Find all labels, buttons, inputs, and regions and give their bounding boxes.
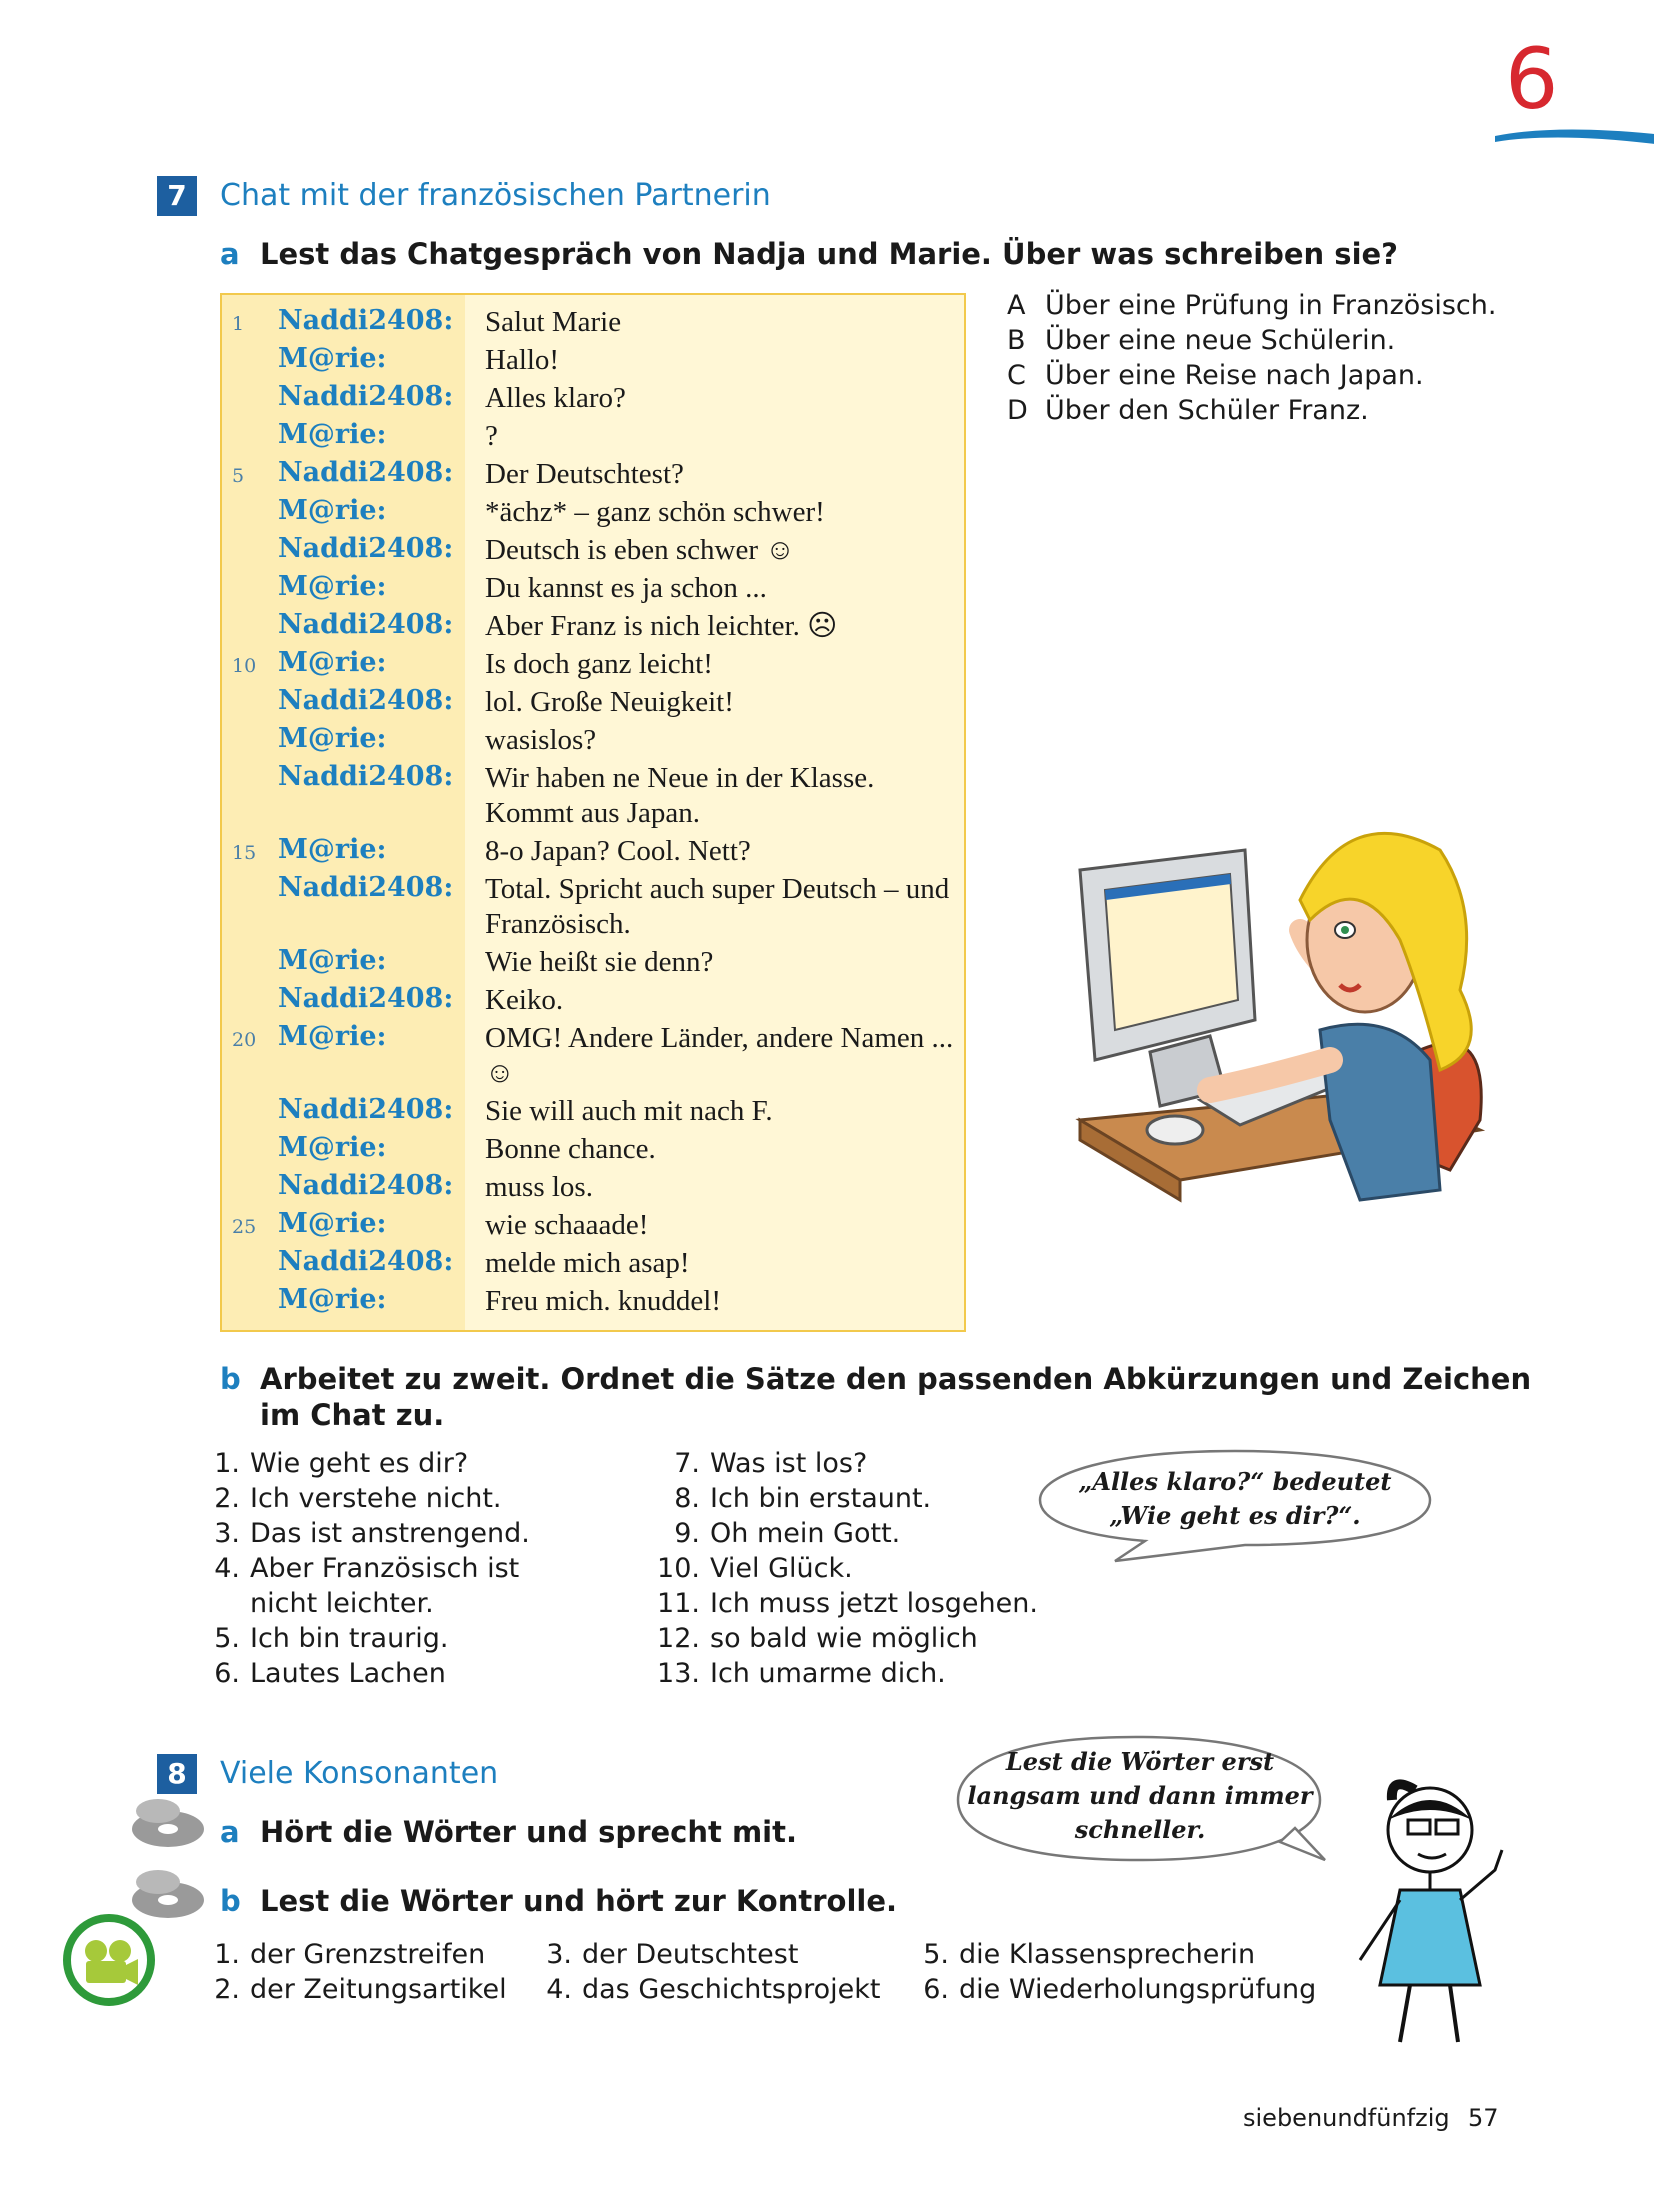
sentence-list-left	[208, 1446, 530, 1691]
list-item: 1. der Grenzstreifen	[214, 1939, 486, 1970]
list-item: 7. Was ist los?	[674, 1448, 868, 1479]
list-item: 2. Ich verstehe nicht.	[214, 1483, 502, 1514]
list-item: 11. Ich muss jetzt losgehen.	[657, 1588, 1038, 1619]
list-item: 3. Das ist anstrengend.	[214, 1518, 530, 1549]
chat-message: melde mich asap!	[485, 1247, 690, 1279]
line-number: 20	[232, 1029, 257, 1051]
chat-line	[222, 1132, 962, 1170]
chat-line	[222, 1284, 962, 1322]
chat-line	[222, 685, 962, 723]
part-letter-8a: a	[220, 1815, 240, 1849]
exercise-title-8: Viele Konsonanten	[220, 1756, 499, 1791]
instruction-8a: Hört die Wörter und sprecht mit.	[260, 1815, 797, 1849]
chat-line	[222, 1021, 962, 1089]
chat-nickname: M@rie:	[278, 1284, 387, 1315]
chat-nickname: M@rie:	[278, 834, 387, 865]
list-item: 9. Oh mein Gott.	[674, 1518, 901, 1549]
list-item: 5. die Klassensprecherin	[923, 1939, 1256, 1970]
chat-message: *ächz* – ganz schön schwer!	[485, 496, 825, 528]
chat-line	[222, 945, 962, 983]
list-item: 2. der Zeitungsartikel	[214, 1974, 507, 2005]
line-number: 15	[232, 842, 257, 864]
list-item: 5. Ich bin traurig.	[214, 1623, 449, 1654]
chat-nickname: M@rie:	[278, 1208, 387, 1239]
chat-nickname: M@rie:	[278, 1132, 387, 1163]
chat-nickname: Naddi2408:	[278, 305, 454, 336]
chat-nickname: M@rie:	[278, 343, 387, 374]
instruction-7b-line1: Arbeitet zu zweit. Ordnet die Sätze den passenden Abkürzungen und Zeichen	[260, 1362, 1532, 1396]
chat-line	[222, 983, 962, 1021]
chat-nickname: Naddi2408:	[278, 872, 454, 903]
chat-nickname: Naddi2408:	[278, 609, 454, 640]
chat-nickname: M@rie:	[278, 419, 387, 450]
girl-with-glasses-illustration	[1320, 1770, 1520, 2050]
chat-line	[222, 343, 962, 381]
chat-message: Der Deutschtest?	[485, 458, 684, 490]
instruction-8b: Lest die Wörter und hört zur Kontrolle.	[260, 1884, 898, 1918]
part-letter-8b: b	[220, 1884, 241, 1918]
word-list-col3	[917, 1937, 1316, 2007]
chapter-underline	[1495, 118, 1654, 148]
chat-message: Deutsch is eben schwer ☺	[485, 534, 795, 566]
line-number: 1	[232, 313, 245, 335]
list-item: 3. der Deutschtest	[546, 1939, 799, 1970]
bubble-8-line1: Lest die Wörter erst	[1005, 1747, 1275, 1776]
chat-message: Total. Spricht auch super Deutsch – und Französisch.	[485, 873, 950, 940]
chat-message: Is doch ganz leicht!	[485, 648, 713, 680]
chat-message: Freu mich. knuddel!	[485, 1285, 721, 1317]
chat-line	[222, 609, 962, 647]
option-d: D Über den Schüler Franz.	[1007, 395, 1369, 426]
chat-message: Sie will auch mit nach F.	[485, 1095, 773, 1127]
chat-message: Keiko.	[485, 984, 564, 1016]
option-c: C Über eine Reise nach Japan.	[1007, 360, 1424, 391]
option-b: B Über eine neue Schülerin.	[1007, 325, 1396, 356]
chat-nickname: M@rie:	[278, 1021, 387, 1052]
sentence-list-right	[650, 1446, 1038, 1691]
chat-message: wasislos?	[485, 724, 597, 756]
list-item: 10. Viel Glück.	[657, 1553, 853, 1584]
list-item: 4. das Geschichtsprojekt	[546, 1974, 881, 2005]
chat-message: wie schaaade!	[485, 1209, 649, 1241]
chat-line	[222, 872, 962, 940]
chat-line	[222, 1208, 962, 1246]
list-item: 12. so bald wie möglich	[657, 1623, 978, 1654]
bubble-7b-line1: „Alles klaro?“ bedeutet	[1078, 1467, 1392, 1496]
chat-message: Alles klaro?	[485, 382, 626, 414]
chat-nickname: M@rie:	[278, 495, 387, 526]
chat-line	[222, 533, 962, 571]
exercise-title-7: Chat mit der französischen Partnerin	[220, 178, 771, 213]
chat-message: Aber Franz is nich leichter. ☹	[485, 610, 838, 642]
exercise-number-7: 7	[157, 176, 197, 216]
chat-message: Salut Marie	[485, 306, 622, 338]
bubble-8-line3: schneller.	[1074, 1815, 1206, 1844]
list-item: 6. Lautes Lachen	[214, 1658, 446, 1689]
chat-message: Bonne chance.	[485, 1133, 656, 1165]
page-word: siebenundfünfzig	[1243, 2104, 1450, 2132]
chat-message: Hallo!	[485, 344, 560, 376]
page-number: 57	[1468, 2104, 1499, 2132]
line-number: 10	[232, 655, 257, 677]
list-item: 8. Ich bin erstaunt.	[674, 1483, 932, 1514]
exercise-number-8: 8	[157, 1754, 197, 1794]
part-letter-7b: b	[220, 1362, 241, 1396]
chat-line	[222, 834, 962, 872]
chat-nickname: Naddi2408:	[278, 533, 454, 564]
chat-nickname: Naddi2408:	[278, 1170, 454, 1201]
video-camera-icon[interactable]	[62, 1913, 156, 2007]
line-number: 5	[232, 465, 245, 487]
chat-nickname: M@rie:	[278, 647, 387, 678]
chat-nickname: Naddi2408:	[278, 983, 454, 1014]
chat-nickname: Naddi2408:	[278, 457, 454, 488]
chat-nickname: Naddi2408:	[278, 1246, 454, 1277]
chat-line	[222, 457, 962, 495]
chat-nickname: Naddi2408:	[278, 381, 454, 412]
chat-line	[222, 1094, 962, 1132]
line-number: 25	[232, 1216, 257, 1238]
bubble-7b-line2: „Wie geht es dir?“.	[1109, 1501, 1361, 1530]
chat-message: OMG! Andere Länder, andere Namen ...☺	[485, 1022, 954, 1089]
list-item: 4. Aber Französisch ist	[214, 1553, 520, 1584]
word-list-col2	[540, 1937, 881, 2007]
option-a: A Über eine Prüfung in Französisch.	[1007, 290, 1497, 321]
instruction-7a: Lest das Chatgespräch von Nadja und Marie. Über was schreiben sie?	[260, 237, 1398, 271]
chat-line	[222, 1246, 962, 1284]
chat-nickname: M@rie:	[278, 723, 387, 754]
chat-message: 8-o Japan? Cool. Nett?	[485, 835, 751, 867]
bubble-8-line2: langsam und dann immer	[967, 1781, 1313, 1810]
chat-line	[222, 723, 962, 761]
chat-line	[222, 419, 962, 457]
chat-nickname: M@rie:	[278, 571, 387, 602]
part-letter-7a: a	[220, 237, 240, 271]
chat-message: Wir haben ne Neue in der Klasse. Kommt aus Japan.	[485, 762, 875, 829]
list-item: 13. Ich umarme dich.	[657, 1658, 946, 1689]
girl-at-computer-illustration	[1060, 790, 1520, 1230]
list-item: 1. Wie geht es dir?	[214, 1448, 469, 1479]
chat-message: ?	[485, 420, 498, 452]
chat-line	[222, 1170, 962, 1208]
chat-line	[222, 305, 962, 343]
chat-nickname: M@rie:	[278, 945, 387, 976]
chat-nickname: Naddi2408:	[278, 1094, 454, 1125]
instruction-7b-line2: im Chat zu.	[260, 1398, 445, 1432]
chat-line	[222, 761, 962, 829]
list-item: 6. die Wiederholungsprüfung	[923, 1974, 1317, 2005]
chat-message: Du kannst es ja schon ...	[485, 572, 767, 604]
chat-line	[222, 495, 962, 533]
chat-nickname: Naddi2408:	[278, 761, 454, 792]
chat-message: Wie heißt sie denn?	[485, 946, 714, 978]
chapter-number: 6	[1505, 30, 1559, 128]
chat-line	[222, 647, 962, 685]
chat-line	[222, 381, 962, 419]
word-list-col1	[208, 1937, 507, 2007]
chat-message: lol. Große Neuigkeit!	[485, 686, 734, 718]
audio-cd-icon[interactable]	[128, 1795, 208, 1855]
chat-line	[222, 571, 962, 609]
chat-message: muss los.	[485, 1171, 593, 1203]
chat-nickname: Naddi2408:	[278, 685, 454, 716]
chat-transcript	[220, 293, 966, 1332]
list-item: nicht leichter.	[250, 1588, 434, 1619]
